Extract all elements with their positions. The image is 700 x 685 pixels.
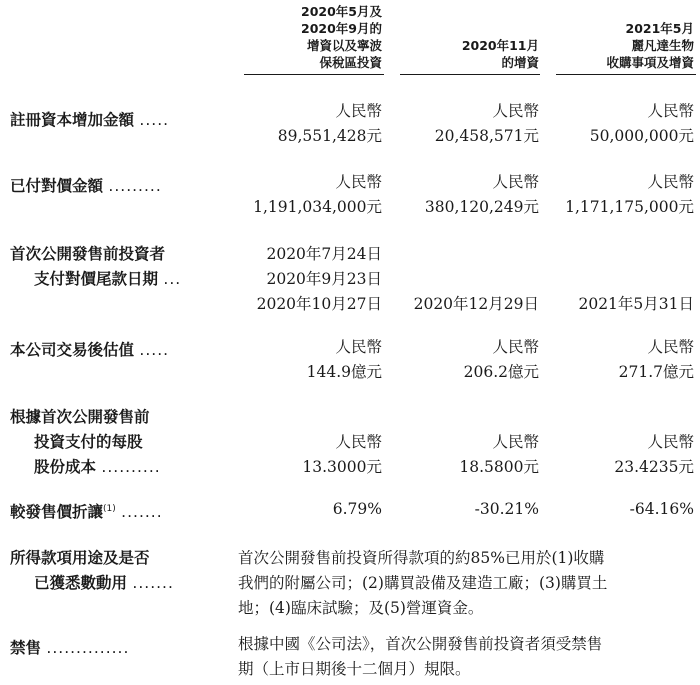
label-text: 較發售價折讓 xyxy=(10,503,104,521)
label-line-2 xyxy=(10,571,174,596)
cell-post-valuation-3 xyxy=(619,335,694,385)
cell-discount-3 xyxy=(630,500,694,518)
currency-label: 人民幣 xyxy=(335,338,382,356)
currency-label: 人民幣 xyxy=(335,433,382,451)
currency-label: 人民幣 xyxy=(647,102,694,120)
currency-label: 人民幣 xyxy=(492,433,539,451)
amount: 20,458,571元 xyxy=(434,127,539,145)
paragraph-line: 根據中國《公司法》，首次公開發售前投資者須受禁售 xyxy=(238,635,603,653)
amount: 206.2億元 xyxy=(463,363,539,381)
leader-dots: .............. xyxy=(46,639,130,657)
date: 2020年7月24日 xyxy=(266,245,382,263)
use-of-proceeds-text xyxy=(238,546,700,621)
paragraph-line: 地；(4)臨床試驗；及(5)營運資金。 xyxy=(238,599,484,617)
column-header-3-rule xyxy=(556,74,696,75)
column-header-1 xyxy=(301,3,382,71)
label-text: 已付對價金額 xyxy=(10,177,104,195)
row-label-consideration-paid xyxy=(10,174,162,196)
cell-post-valuation-1 xyxy=(307,335,382,385)
leader-dots: .......... xyxy=(101,458,161,476)
label-text: 本公司交易後估值 xyxy=(10,341,135,359)
currency-label: 人民幣 xyxy=(335,102,382,120)
percentage: 6.79% xyxy=(332,500,382,518)
cell-discount-1 xyxy=(333,500,382,518)
amount: 13.3000元 xyxy=(302,458,382,476)
leader-dots: ....... xyxy=(121,503,163,521)
label-text: 首次公開發售前投資者 xyxy=(10,245,166,263)
cell-consideration-paid-3 xyxy=(565,170,694,220)
row-label-use-of-proceeds xyxy=(10,546,174,596)
cell-settlement-date-1 xyxy=(257,242,382,317)
label-text: 支付對價尾款日期 xyxy=(34,270,159,288)
row-label-lock-up xyxy=(10,636,129,658)
percentage: -64.16% xyxy=(629,500,694,518)
cell-settlement-date-2 xyxy=(414,292,539,317)
cell-registered-capital-1 xyxy=(278,99,382,149)
column-header-2-rule xyxy=(400,74,540,75)
leader-dots: ... xyxy=(163,270,182,288)
paragraph-line: 首次公開發售前投資所得款項的約85%已用於(1)收購 xyxy=(238,549,605,567)
column-header-1-rule xyxy=(244,74,384,75)
date: 2020年10月27日 xyxy=(256,295,382,313)
leader-dots: ......... xyxy=(108,177,162,195)
cell-cost-per-share-2 xyxy=(459,430,539,480)
label-line-3 xyxy=(10,455,161,480)
row-label-registered-capital xyxy=(10,108,169,130)
column-header-1-line: 增資以及寧波 xyxy=(306,38,382,53)
amount: 1,191,034,000元 xyxy=(253,198,382,216)
leader-dots: ..... xyxy=(139,111,170,129)
leader-dots: ..... xyxy=(139,341,170,359)
label-text: 根據首次公開發售前 xyxy=(10,408,150,426)
cell-discount-2 xyxy=(475,500,539,518)
leader-dots: ....... xyxy=(132,574,174,592)
column-header-3-line: 麗凡達生物 xyxy=(631,38,694,53)
currency-label: 人民幣 xyxy=(492,102,539,120)
amount: 1,171,175,000元 xyxy=(565,198,694,216)
column-header-1-line: 2020年9月的 xyxy=(301,21,382,36)
paragraph-line: 我們的附屬公司；(2)購買設備及建造工廠；(3)購買土 xyxy=(238,574,608,592)
cell-post-valuation-2 xyxy=(464,335,539,385)
column-header-1-line: 保稅區投資 xyxy=(319,55,382,70)
amount: 89,551,428元 xyxy=(277,127,382,145)
date: 2020年9月23日 xyxy=(266,270,382,288)
lock-up-text xyxy=(238,632,700,682)
percentage: -30.21% xyxy=(474,500,539,518)
label-text: 已獲悉數動用 xyxy=(34,574,128,592)
amount: 23.4235元 xyxy=(614,458,694,476)
currency-label: 人民幣 xyxy=(647,433,694,451)
currency-label: 人民幣 xyxy=(492,173,539,191)
currency-label: 人民幣 xyxy=(647,338,694,356)
cell-consideration-paid-1 xyxy=(253,170,382,220)
column-header-3-line: 2021年5月 xyxy=(625,21,694,36)
amount: 50,000,000元 xyxy=(589,127,694,145)
amount: 271.7億元 xyxy=(618,363,694,381)
date: 2020年12月29日 xyxy=(413,295,539,313)
column-header-2 xyxy=(462,37,539,71)
cell-registered-capital-3 xyxy=(590,99,694,149)
label-text: 所得款項用途及是否 xyxy=(10,549,150,567)
amount: 144.9億元 xyxy=(306,363,382,381)
amount: 380,120,249元 xyxy=(424,198,539,216)
currency-label: 人民幣 xyxy=(492,338,539,356)
currency-label: 人民幣 xyxy=(335,173,382,191)
footnote-marker: (1) xyxy=(103,503,116,514)
cell-consideration-paid-2 xyxy=(425,170,539,220)
row-label-settlement-date xyxy=(10,242,181,292)
column-header-3 xyxy=(606,20,694,71)
row-label-cost-per-share xyxy=(10,405,161,480)
paragraph-line: 期（上市日期後十二個月）規限。 xyxy=(238,660,471,678)
amount: 18.5800元 xyxy=(459,458,539,476)
row-label-post-valuation xyxy=(10,338,169,360)
label-line-2 xyxy=(10,267,181,292)
cell-settlement-date-3 xyxy=(578,292,694,317)
label-text: 股份成本 xyxy=(34,458,97,476)
column-header-2-line: 的增資 xyxy=(501,55,539,70)
currency-label: 人民幣 xyxy=(647,173,694,191)
column-header-1-line: 2020年5月及 xyxy=(301,4,382,19)
label-text: 禁售 xyxy=(10,639,42,657)
row-label-discount xyxy=(10,500,163,522)
cell-cost-per-share-1 xyxy=(302,430,382,480)
cell-cost-per-share-3 xyxy=(614,430,694,480)
label-text: 投資支付的每股 xyxy=(34,433,143,451)
column-header-3-line: 收購事項及增資 xyxy=(606,55,694,70)
label-text: 註冊資本增加金額 xyxy=(10,111,135,129)
date: 2021年5月31日 xyxy=(578,295,694,313)
column-header-2-line: 2020年11月 xyxy=(461,38,539,53)
cell-registered-capital-2 xyxy=(435,99,539,149)
